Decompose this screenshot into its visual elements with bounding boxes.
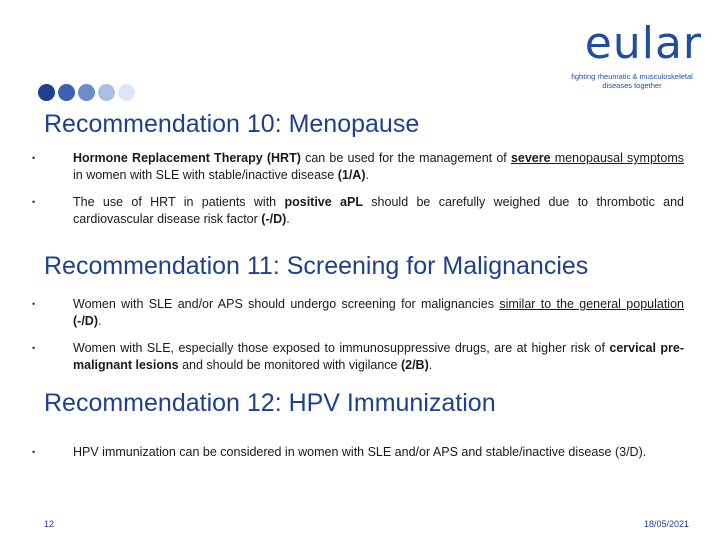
text-segment: should be carefully weighed due to thrombotic and cardiovascular disease risk factor (73, 195, 685, 226)
grade-label: (1/A) (337, 168, 366, 182)
recommendation-11-list (28, 296, 684, 374)
text-segment: in women with SLE with stable/inactive disease (73, 168, 338, 182)
eular-logo (562, 18, 702, 90)
bullet-marker: • (32, 153, 36, 163)
grade-label: (-/D) (73, 314, 98, 328)
underlined-general-population: similar to the general population (499, 297, 684, 311)
text-segment: Women with SLE, especially those exposed to immunosuppressive drugs, are at higher risk of (73, 341, 610, 355)
dot-4 (98, 84, 115, 101)
underlined-menopausal-symptoms: menopausal symptoms (554, 151, 685, 165)
dot-5 (118, 84, 135, 101)
decorative-dots (38, 84, 135, 101)
text-segment: HPV immunization can be considered in women with SLE and/or APS and stable/inactive disease (3/D). (73, 445, 647, 459)
list-item (28, 444, 684, 461)
slide-date: 18/05/2021 (643, 519, 689, 529)
term-cervical-lesions: cervical pre-malignant lesions (73, 341, 684, 372)
text-segment: can be used for the management of (300, 151, 511, 165)
dot-3 (78, 84, 95, 101)
bullet-marker: • (32, 343, 36, 353)
logo-tagline-line-2: diseases together (602, 81, 662, 90)
bullet-marker: • (32, 447, 36, 457)
logo-tagline (562, 72, 702, 90)
logo-tagline-line-1: fighting rheumatic & musculoskeletal (571, 72, 693, 81)
grade-label: (-/D) (261, 212, 287, 226)
recommendation-12-list (28, 444, 684, 461)
grade-label: (2/B) (400, 358, 429, 372)
recommendation-11-heading: Recommendation 11: Screening for Malignancies (44, 252, 589, 280)
recommendation-10-heading: Recommendation 10: Menopause (44, 110, 420, 138)
term-hrt: Hormone Replacement Therapy (HRT) (73, 151, 301, 165)
recommendation-10-list (28, 150, 684, 228)
list-item (28, 340, 684, 374)
text-segment: Women with SLE and/or APS should undergo screening for malignancies (73, 297, 500, 311)
term-positive-apl: positive aPL (284, 195, 363, 209)
text-segment: . (428, 358, 433, 372)
text-segment: and should be monitored with vigilance (178, 358, 401, 372)
page-number: 12 (44, 519, 55, 529)
logo-wordmark: eular (584, 18, 702, 69)
list-item (28, 150, 684, 184)
text-segment: . (286, 212, 290, 226)
bullet-marker: • (32, 299, 36, 309)
dot-2 (58, 84, 75, 101)
text-segment: . (98, 314, 102, 328)
recommendation-12-heading: Recommendation 12: HPV Immunization (44, 389, 496, 417)
text-segment: . (365, 168, 369, 182)
list-item (28, 194, 684, 228)
text-segment: The use of HRT in patients with (73, 195, 285, 209)
dot-1 (38, 84, 55, 101)
list-item (28, 296, 684, 330)
bullet-marker: • (32, 197, 36, 207)
emphasis-severe: severe (510, 151, 551, 165)
